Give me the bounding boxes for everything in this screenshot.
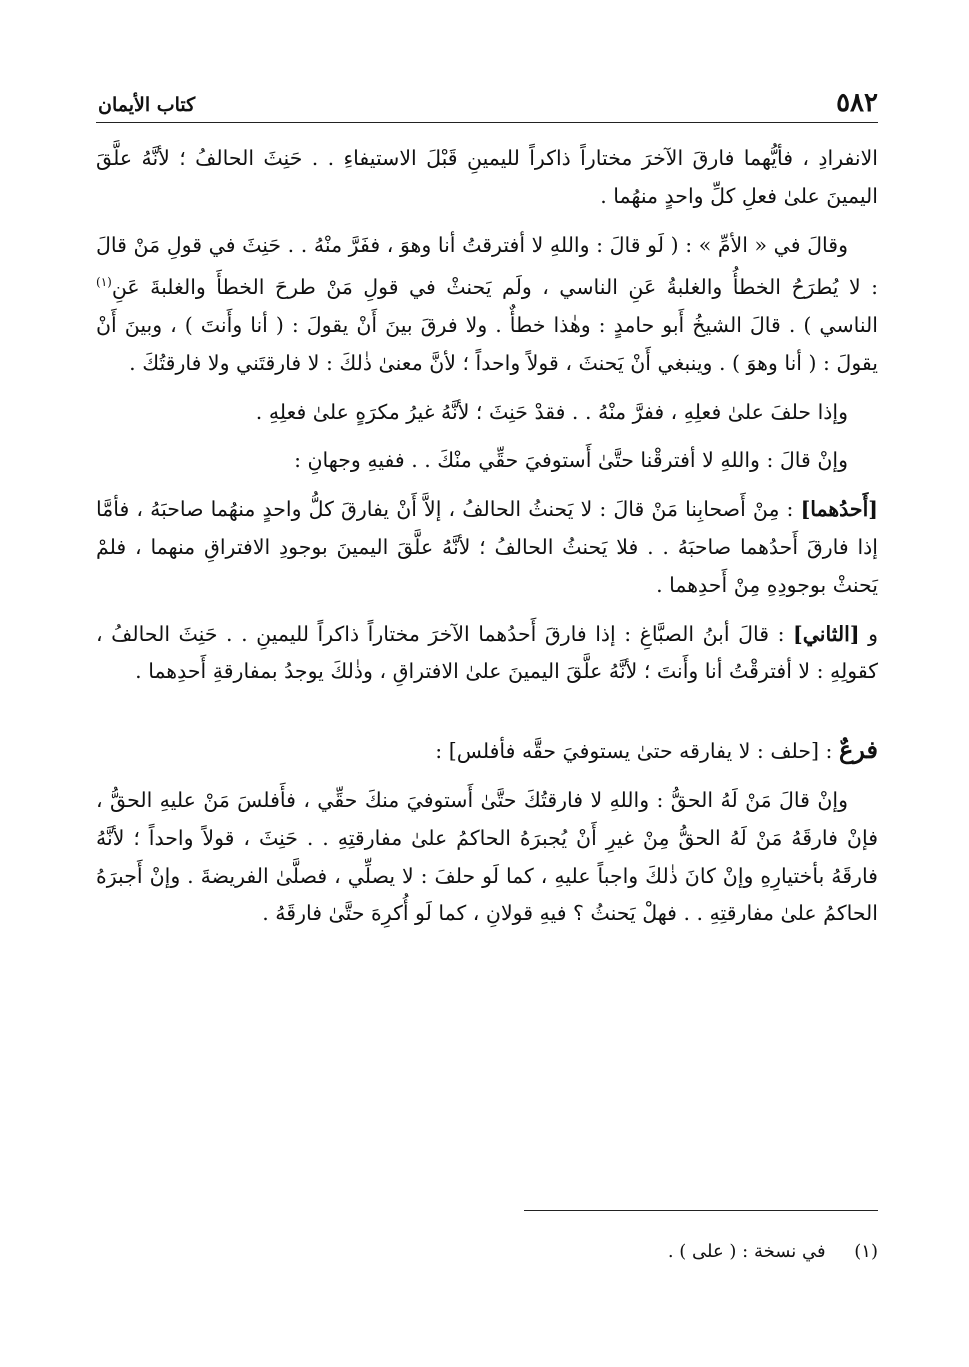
paragraph-4 — [96, 442, 878, 480]
paragraph-4-text: وإنْ قالَ : واللهِ لا أفترقْنا حتَّىٰ أَستوفيَ حقِّي منْكَ . . ففيهِ وجهانِ : — [294, 448, 848, 473]
second-view-label: [الثاني] — [793, 621, 860, 646]
paragraph-6 — [96, 616, 878, 692]
paragraph-2 — [96, 227, 878, 383]
paragraph-2-text-a: وقالَ في « الأمِّ » : ( لَو قالَ : واللهِ لا أفترقتُ أنا وهوَ ، ففَرَّ منْهُ . . حَنِثَ في قولِ مَنْ قالَ : لا يُطرَحُ الخطأُ والغلبةُ عَنِ الناسي ، ولَم يَحنثْ في قولِ مَنْ طرحَ الخطأَ والغلبةَ عَنِ — [96, 232, 878, 300]
footnote-marker: (١) — [854, 1241, 878, 1262]
paragraph-1 — [96, 140, 878, 216]
paragraph-5 — [96, 491, 878, 604]
page-number: ٥٨٢ — [836, 88, 878, 118]
footnote-reference: (١) — [96, 275, 112, 290]
running-title: كتاب الأيمان — [98, 94, 196, 116]
paragraph-3 — [96, 394, 878, 432]
paragraph-6-prefix: و — [859, 621, 878, 646]
branch-label: فرعٌ — [838, 735, 878, 765]
paragraph-7 — [96, 782, 878, 933]
paragraph-6-text: : قالَ أبنُ الصبَّاغِ : إذا فارقَ أَحدُهما الآخرَ مختاراً ذاكراً لليمينِ . . حَنِثَ الحالفُ ، كقولِهِ : لا أفترقْتُ أنا وأَنتَ ؛ لأنَّهُ علَّقَ اليمينَ علىٰ الافتراقِ ، وذٰلكَ يوجدُ بمفارقةِ أَحدِهما . — [96, 621, 878, 684]
branch-heading — [96, 731, 878, 771]
branch-title: : [حلف : لا يفارقه حتىٰ يستوفيَ حقَّه فأفلس] : — [435, 739, 839, 764]
footnote — [96, 1238, 878, 1266]
paragraph-1-text: الانفرادِ ، فأيُّهما فارقَ الآخرَ مختاراً ذاكراً لليمينِ قَبْلَ الاستيفاءِ . . حَنِثَ الحالفُ ؛ لأنَّهُ علَّقَ اليمينَ علىٰ فعلِ كلِّ واحدٍ منهُما . — [96, 146, 878, 208]
page-header — [96, 82, 878, 123]
paragraph-3-text: وإذا حلفَ علىٰ فعلِهِ ، ففرَّ منْهُ . . فقدْ حَنِثَ ؛ لأنَّهُ غيرُ مكرَهٍ علىٰ فعلِهِ . — [255, 399, 848, 424]
body-text — [96, 140, 878, 944]
paragraph-5-text: : مِنْ أَصحابِنا مَنْ قالَ : لا يَحنثُ الحالفُ ، إلاَّ أَنْ يفارقَ كلُّ واحدٍ منهُما صاحبَهُ ، فأمَّا إذا فارقَ أَحدُهما صاحبَهُ . . فلا يَحنثُ الحالفُ ؛ لأنَّهُ علَّقَ اليمينَ بوجودِ الافتراقِ منهما ، فلمْ يَحنثْ بوجودِهِ مِنْ أَحدِهما . — [96, 497, 878, 597]
footnote-divider — [524, 1210, 878, 1211]
paragraph-2-text-b: الناسي ) . قالَ الشيخُ أَبو حامدٍ : وهٰذا خطأٌ . ولا فرقَ بينَ أَنْ يقولَ : ( أنا وأَنتَ ) ، وبينَ أَنْ يقولَ : ( أنا وهوَ ) . وينبغي أَنْ يَحنثَ ، قولاً واحداً ؛ لأنَّ معنىٰ ذٰلكَ : لا فارقتَني ولا فارقتُكَ . — [96, 313, 878, 375]
first-view-label: [أَحدُهما] — [800, 497, 878, 522]
footnote-text: في نسخة : ( على ) . — [667, 1241, 826, 1262]
paragraph-7-text: وإنْ قالَ مَنْ لَهُ الحقُّ : واللهِ لا فارقتُكَ حتَّىٰ أَستوفيَ منكَ حقِّي ، فأَفلسَ مَنْ عليهِ الحقُّ ، فإنْ فارقَهُ مَنْ لَهُ الحقُّ مِنْ غيرِ أَنْ يُجبرَهُ الحاكمُ علىٰ مفارقتِهِ . . حَنِثَ ، قولاً واحداً ؛ لأنَّهُ فارقَهُ بأختيارِهِ وإنْ كانَ ذٰلكَ واجباً عليهِ ، كما لَو حلفَ : لا يصلِّي ، فصلَّىٰ الفريضةَ . وإنْ أَجبرَهُ الحاكمُ علىٰ مفارقتِهِ . . فهلْ يَحنثُ ؟ فيهِ قولانِ ، كما لَو أُكرِهَ حتَّىٰ فارقَهُ . — [96, 787, 878, 926]
